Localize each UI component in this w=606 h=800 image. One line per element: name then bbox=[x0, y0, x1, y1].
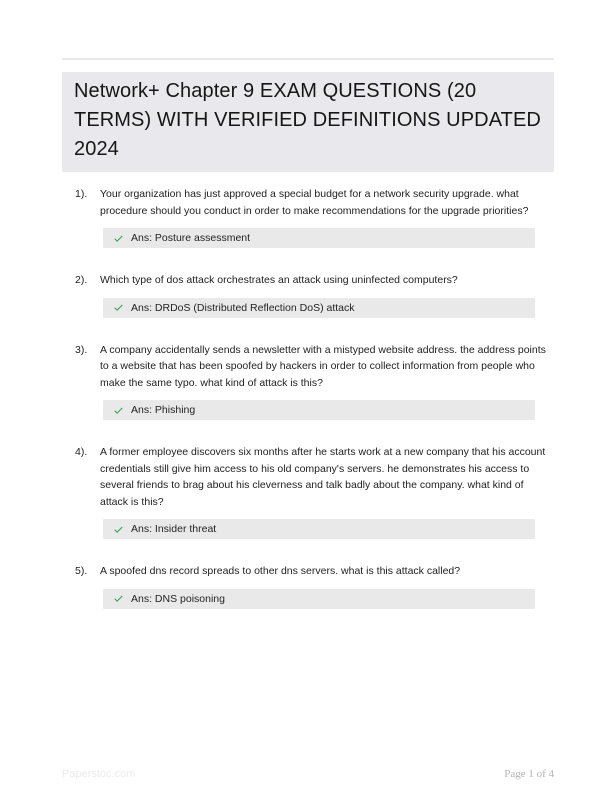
question-item bbox=[62, 186, 554, 248]
question-row bbox=[62, 186, 554, 219]
question-text: Which type of dos attack orchestrates an attack using uninfected computers? bbox=[100, 274, 458, 286]
answer-box bbox=[103, 519, 535, 539]
question-number: 1). bbox=[75, 188, 88, 200]
page-footer bbox=[62, 768, 554, 780]
answer-text: Ans: Phishing bbox=[131, 404, 196, 416]
question-row bbox=[62, 342, 554, 392]
check-icon bbox=[113, 233, 124, 244]
question-item bbox=[62, 444, 554, 539]
watermark-text: Paperstoc.com bbox=[62, 768, 136, 780]
question-number: 3). bbox=[75, 343, 88, 356]
question-row bbox=[62, 272, 554, 289]
question-text: A spoofed dns record spreads to other dns servers. what is this attack called? bbox=[100, 565, 461, 577]
answer-text: Ans: DRDoS (Distributed Reflection DoS) attack bbox=[131, 301, 355, 314]
question-text: Your organization has just approved a special budget for a network security upgrade. what procedure should you conduct in order to make recommendations for the upgrade priorities? bbox=[100, 188, 529, 217]
answer-text: Ans: DNS poisoning bbox=[131, 592, 225, 605]
question-number: 4). bbox=[75, 446, 88, 458]
check-icon bbox=[113, 524, 124, 535]
title-box bbox=[62, 72, 554, 172]
question-item bbox=[62, 563, 554, 609]
answer-box bbox=[103, 589, 535, 609]
question-row bbox=[62, 444, 554, 510]
question-list bbox=[62, 186, 554, 633]
question-number: 2). bbox=[75, 274, 88, 286]
top-divider bbox=[62, 58, 554, 60]
answer-box bbox=[103, 298, 535, 318]
answer-text: Ans: Insider threat bbox=[131, 523, 217, 535]
question-item bbox=[62, 342, 554, 421]
answer-text: Ans: Posture assessment bbox=[131, 232, 251, 244]
check-icon bbox=[113, 593, 124, 604]
question-text: A former employee discovers six months after he starts work at a new company that his account credentials still give him access to his old company's servers. he demonstrates his access to several friends to brag about his cleverness and talk badly about the company. what kind of attack is this? bbox=[100, 446, 546, 508]
question-row bbox=[62, 563, 554, 580]
page-indicator: Page 1 of 4 bbox=[504, 768, 554, 780]
answer-box bbox=[103, 228, 535, 248]
answer-box bbox=[103, 400, 535, 420]
question-item bbox=[62, 272, 554, 318]
check-icon bbox=[113, 302, 124, 313]
page-title: Network+ Chapter 9 EXAM QUESTIONS (20 TERMS) WITH VERIFIED DEFINITIONS UPDATED 2024 bbox=[74, 80, 541, 160]
question-text: A company accidentally sends a newsletter with a mistyped website address. the address points to a website that has been spoofed by hackers in order to collect information from people who make the same typo. what kind of attack is this? bbox=[100, 343, 546, 389]
check-icon bbox=[113, 405, 124, 416]
question-number: 5). bbox=[75, 565, 88, 577]
